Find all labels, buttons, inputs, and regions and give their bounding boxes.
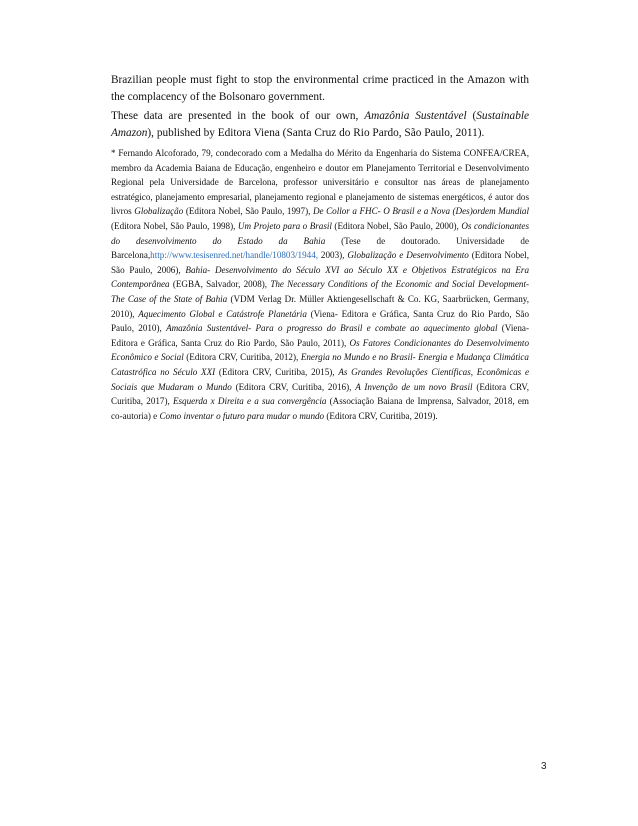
bio-s20: Amazônia Sustentável- Para o progresso do Brasil e combate ao aquecimento global (166, 323, 498, 334)
bio-s25: (Editora CRV, Curitiba, 2015), (215, 366, 339, 377)
p2-book-title: Amazônia Sustentável (364, 110, 467, 122)
thesis-link[interactable]: http://www.tesisenred.net/handle/10803/1944, (150, 250, 319, 261)
bio-s17: (VDM Verlag Dr. Müller Aktiengesellschaft & Co. KG, Saarbrücken, Germany, 2010), (111, 293, 529, 319)
bio-s33: (Editora CRV, Curitiba, 2019). (324, 410, 438, 421)
bio-s13: (Editora Nobel, São Paulo, 2006), (111, 250, 529, 275)
bio-s31: (Associação Baiana de Imprensa, Salvador, 2018, em co-autoria) e (111, 396, 529, 421)
bio-s7: (Editora Nobel, São Paulo, 2000), (331, 220, 462, 231)
bio-s3: (Editora Nobel, São Paulo, 1997), (183, 206, 313, 217)
bio-s4: De Collor a FHC- O Brasil e a Nova (Des)ordem Mundial (312, 206, 529, 217)
bio-s16: The Necessary Conditions of the Economic and Social Development- The Case of the State of Bahia (111, 279, 529, 304)
bio-s22: Os Fatores Condicionantes do Desenvolvimento Econômico e Social (111, 337, 530, 363)
bio-s18: Aquecimento Global e Catástrofe Planetária (138, 308, 307, 319)
bio-s26: As Grandes Revoluções Científicas, Econômicas e Sociais que Mudaram o Mundo (111, 366, 529, 392)
bio-s2: Globalização (134, 206, 184, 217)
bio-s21: (Viena- Editora e Gráfica, Santa Cruz do Rio Pardo, São Paulo, 2011), (111, 323, 529, 348)
bio-s6: Um Projeto para o Brasil (237, 220, 332, 231)
bio-s27: (Editora CRV, Curitiba, 2016), (231, 381, 356, 392)
p2-text-c: ( (466, 110, 477, 122)
bio-s8: Os condicionantes do desenvolvimento do Estado da Bahia (111, 220, 530, 246)
bio-s29: (Editora CRV, Curitiba, 2017), (111, 381, 529, 407)
bio-s23: (Editora CRV, Curitiba, 2012), (183, 352, 301, 363)
bio-s28: A Invenção de um novo Brasil (355, 381, 473, 392)
bio-s24: Energia no Mundo e no Brasil- Energia e Mudança Climática Catastrófica no Século XXI (111, 352, 529, 377)
bio-s12: Globalização e Desenvolvimento (347, 250, 469, 261)
bio-s9: (Tese de doutorado. Universidade de Barcelona, (111, 235, 529, 261)
bio-s30: Esquerda x Direita e a sua convergência (172, 396, 327, 407)
bio-s32: Como inventar o futuro para mudar o mundo (159, 410, 325, 421)
paragraph-book-reference (111, 108, 529, 142)
p2-text-a: These data are presented in the book of our own, (111, 110, 365, 122)
bio-s11: 2003), (318, 250, 348, 261)
bio-s15: (EGBA, Salvador, 2008), (169, 279, 271, 290)
author-bio (111, 146, 529, 423)
bio-s14: Bahia- Desenvolvimento do Século XVI ao Século XX e Objetivos Estratégicos na Era Contemporânea (111, 264, 529, 290)
page-number: 3 (541, 761, 547, 772)
p2-text-e: ), published by Editora Viena (Santa Cruz do Rio Pardo, São Paulo, 2011). (147, 127, 485, 139)
bio-s19: (Viena- Editora e Gráfica, Santa Cruz do Rio Pardo, São Paulo, 2010), (111, 308, 529, 334)
bio-s1: * Fernando Alcoforado, 79, condecorado com a Medalha do Mérito da Engenharia do Sistema CONFEA/CREA, membro da Academia Baiana de Educação, engenheiro e doutor em Planejamento Territorial e Desenvolvimento Regional pela Universidade de Barcelona, professor universitário e consultor nas áreas de planejamento estratégico, planejamento empresarial, planejamento regional e planejamento de sistemas energéticos, é autor dos livros (111, 148, 529, 217)
p2-book-title-english: Sustainable Amazon (111, 110, 529, 139)
paragraph-amazon-crime: Brazilian people must fight to stop the environmental crime practiced in the Amazon with the complacency of the Bolsonaro government. (111, 74, 529, 103)
bio-s5: (Editora Nobel, São Paulo, 1998), (111, 220, 238, 231)
